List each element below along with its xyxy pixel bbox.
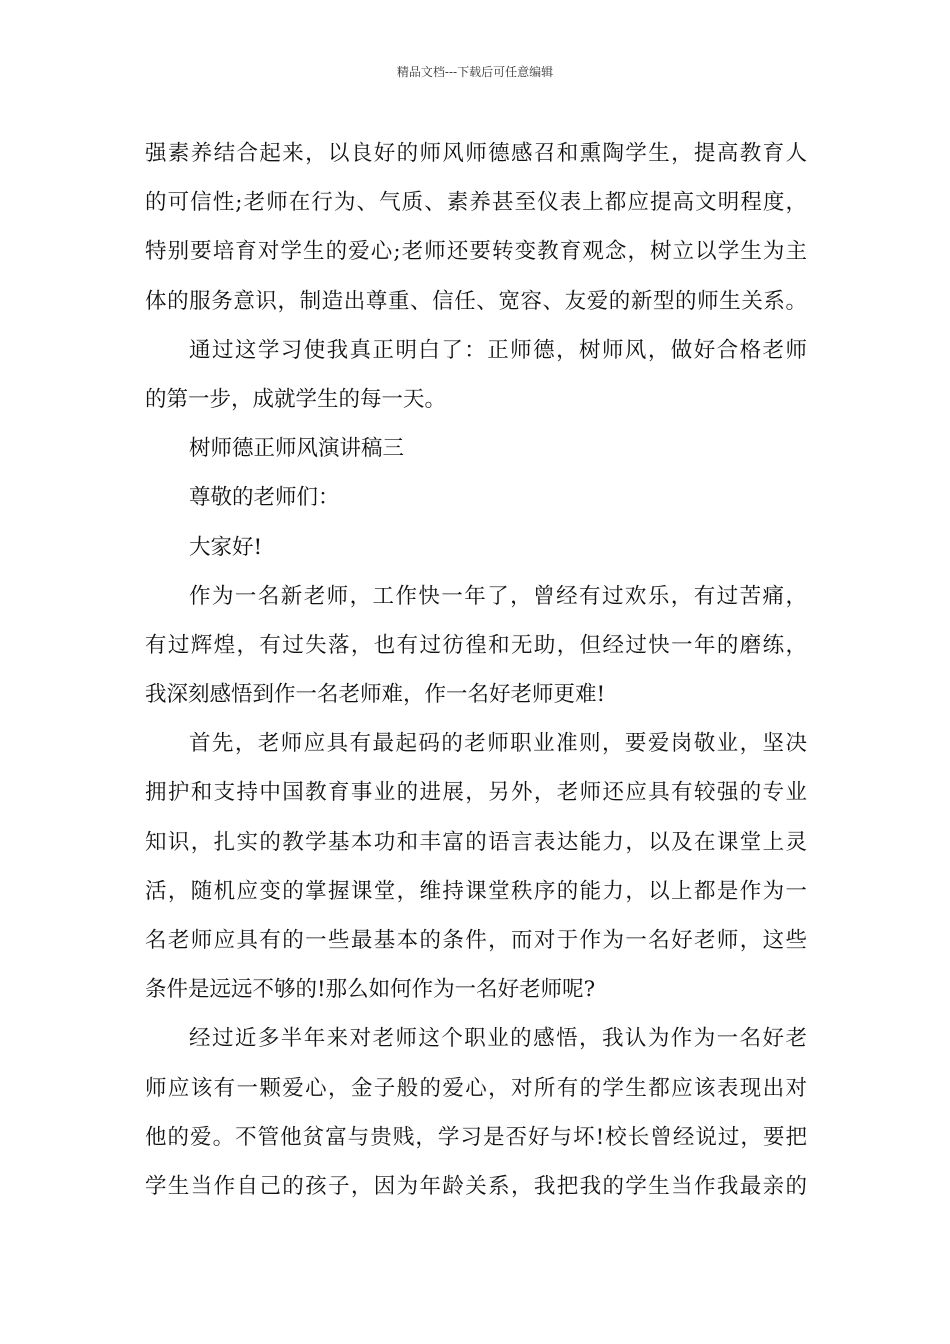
text-line: 我深刻感悟到作一名老师难，作一名好老师更难!	[145, 682, 606, 708]
greeting: 大家好!	[189, 534, 263, 560]
text-line: 名老师应具有的一些最基本的条件，而对于作为一名好老师，这些	[145, 928, 807, 953]
text-line: 拥护和支持中国教育事业的进展，另外，老师还应具有较强的专业	[145, 780, 807, 806]
salutation: 尊敬的老师们：	[189, 485, 340, 511]
text-line: 他的爱。不管他贫富与贵贱，学习是否好与坏!校长曾经说过，要把	[145, 1124, 807, 1150]
text-line: 的可信性;老师在行为、气质、素养甚至仪表上都应提高文明程度，	[145, 190, 807, 216]
text-line: 强素养结合起来，以良好的师风师德感召和熏陶学生，提高教育人	[145, 141, 807, 166]
text-line: 条件是远远不够的!那么如何作为一名好老师呢?	[145, 977, 596, 1003]
text-line: 师应该有一颗爱心，金子般的爱心，对所有的学生都应该表现出对	[145, 1075, 807, 1101]
text-line: 活，随机应变的掌握课堂，维持课堂秩序的能力，以上都是作为一	[145, 878, 807, 904]
section-title: 树师德正师风演讲稿三	[189, 436, 405, 462]
page-header: 精品文档---下载后可任意编辑	[396, 65, 554, 79]
text-line: 知识，扎实的教学基本功和丰富的语言表达能力，以及在课堂上灵	[145, 829, 807, 855]
paragraph-first-line: 首先，老师应具有最起码的老师职业准则，要爱岗敬业，坚决	[189, 731, 807, 757]
text-line: 特别要培育对学生的爱心;老师还要转变教育观念，树立以学生为主	[145, 239, 807, 265]
paragraph-first-line: 经过近多半年来对老师这个职业的感悟，我认为作为一名好老	[189, 1026, 807, 1052]
paragraph-first-line: 作为一名新老师，工作快一年了，曾经有过欢乐，有过苦痛，	[189, 583, 807, 609]
paragraph-first-line: 通过这学习使我真正明白了：正师德，树师风，做好合格老师	[189, 337, 807, 363]
text-line: 的第一步，成就学生的每一天。	[145, 386, 447, 412]
text-line: 有过辉煌，有过失落，也有过彷徨和无助，但经过快一年的磨练，	[145, 632, 807, 658]
text-line: 体的服务意识，制造出尊重、信任、宽容、友爱的新型的师生关系。	[145, 288, 807, 314]
document-body	[145, 129, 807, 1211]
text-line: 学生当作自己的孩子，因为年龄关系，我把我的学生当作我最亲的	[145, 1173, 807, 1199]
